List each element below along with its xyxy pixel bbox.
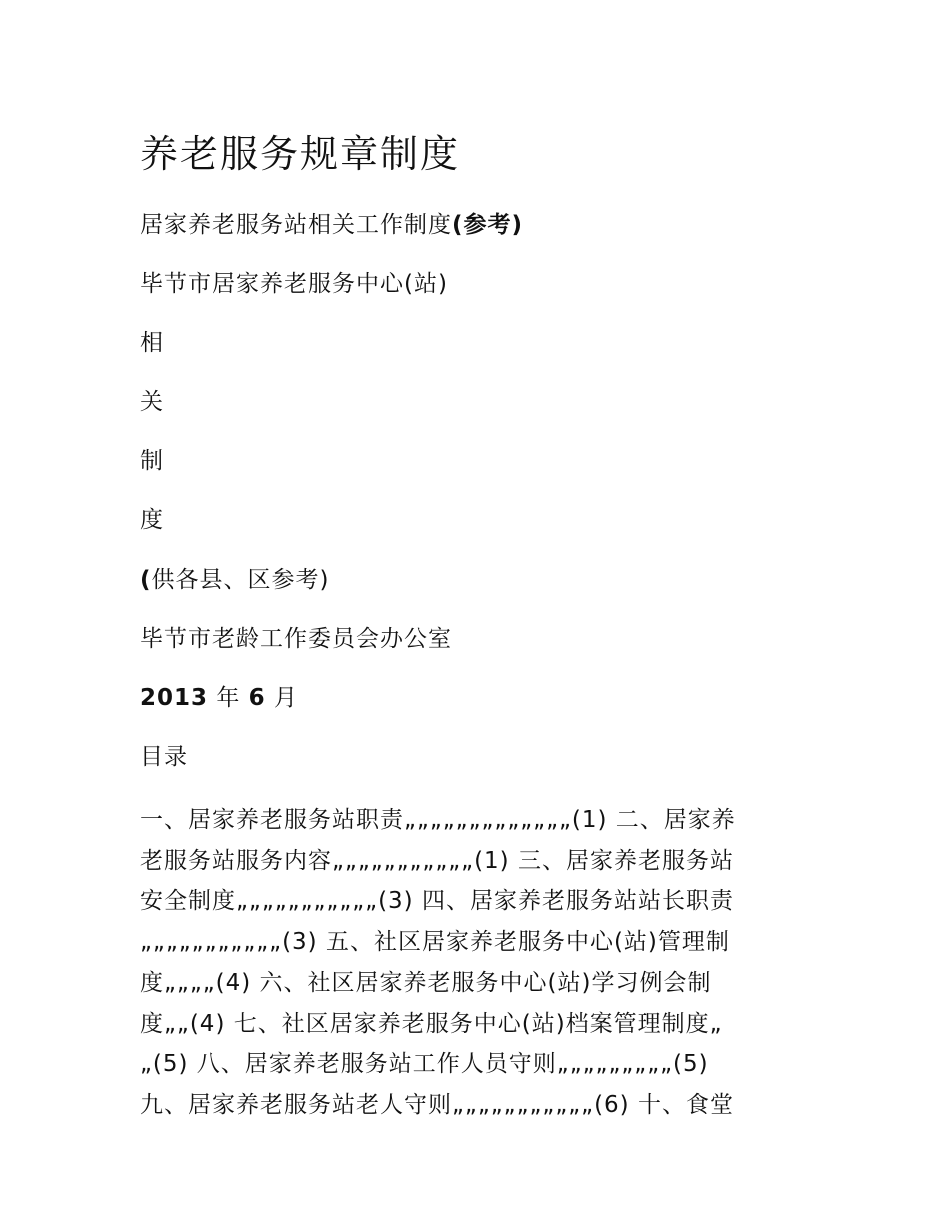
document-title: 养老服务规章制度: [140, 132, 461, 176]
toc-heading: 目录: [140, 744, 188, 770]
vertical-char-2: 关: [140, 389, 164, 415]
subtitle-reference-note: (参考): [452, 212, 524, 238]
date-month: 6: [248, 685, 266, 711]
toc-line: 老服务站服务内容„„„„„„„„„„„(1) 三、居家养老服务站: [140, 847, 734, 874]
toc-line: 度„„„„(4) 六、社区居家养老服务中心(站)学习例会制: [140, 969, 712, 996]
toc-line: „„„„„„„„„„„(3) 五、社区居家养老服务中心(站)管理制: [140, 929, 730, 956]
vertical-char-3: 制: [140, 448, 164, 474]
vertical-char-4: 度: [140, 507, 164, 533]
toc-line: 九、居家养老服务站老人守则„„„„„„„„„„„(6) 十、食堂: [140, 1091, 734, 1118]
toc-line: „(5) 八、居家养老服务站工作人员守则„„„„„„„„„(5): [140, 1051, 709, 1078]
toc-line: 一、居家养老服务站职责„„„„„„„„„„„„„(1) 二、居家养: [140, 807, 736, 833]
issuer: 毕节市老龄工作委员会办公室: [140, 626, 452, 652]
date-year: 2013: [140, 685, 209, 711]
date-month-unit: 月: [273, 685, 298, 711]
scope-paren: (: [140, 567, 152, 593]
toc-line: 度„„(4) 七、社区居家养老服务中心(站)档案管理制度„: [140, 1010, 723, 1037]
date-year-unit: 年: [216, 685, 241, 711]
document-date: [140, 682, 298, 714]
toc-line: 安全制度„„„„„„„„„„„(3) 四、居家养老服务站站长职责: [140, 888, 734, 915]
scope-text: 供各县、区参考): [151, 567, 330, 593]
organization-name: 毕节市居家养老服务中心(站): [140, 271, 448, 297]
subtitle-text: 居家养老服务站相关工作制度: [140, 212, 452, 238]
table-of-contents: [140, 800, 810, 1126]
vertical-char-1: 相: [140, 330, 164, 356]
scope-note: [140, 564, 330, 596]
document-subtitle: [140, 209, 523, 241]
